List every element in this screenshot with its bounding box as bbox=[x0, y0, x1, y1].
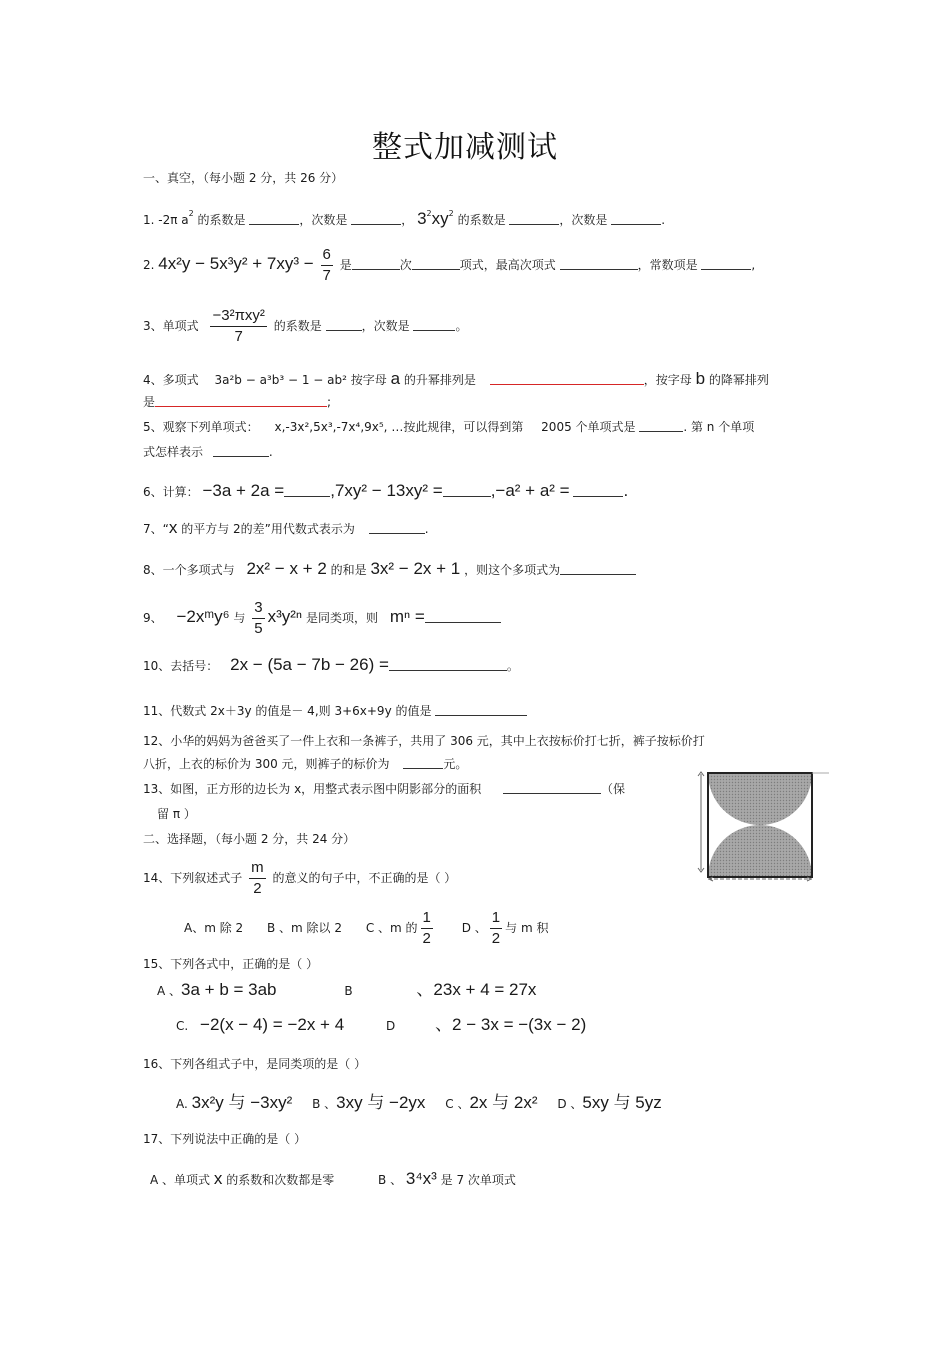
q3-text-b: 的系数是 bbox=[273, 319, 322, 333]
q16-option-c[interactable]: C 、 bbox=[445, 1097, 470, 1111]
q16-option-b-expr: 3xy 与 −2yx bbox=[336, 1093, 426, 1112]
question-17: 17、下列说法中正确的是（ ） bbox=[143, 1132, 307, 1146]
question-4-cont bbox=[143, 393, 331, 411]
q11-text: 11、代数式 2x＋3y 的值是－ 4,则 3+6x+9y 的值是 bbox=[143, 704, 432, 718]
q5-text-e: 式怎样表示 bbox=[143, 445, 204, 459]
q3-fraction: $\frac{\text{−3²πxy²}}{7}$ bbox=[212, 307, 265, 345]
question-11 bbox=[143, 702, 527, 720]
q7-label: 7、“ bbox=[143, 522, 169, 536]
q3-label: 3、单项式 bbox=[143, 319, 199, 333]
q1-blank-3[interactable] bbox=[509, 212, 559, 225]
q5-text-f: . bbox=[268, 445, 273, 459]
q15-option-d-expr: 、2 − 3x = −(3x − 2) bbox=[435, 1015, 587, 1034]
question-15-options-ab bbox=[157, 981, 536, 1000]
square-shaded-figure bbox=[683, 766, 833, 884]
q8-poly-1: 2x² − x + 2 bbox=[246, 559, 327, 578]
question-1: 1. -2π $a^2$ 的系数是 ，次数是 ， $3^2xy^2$ 的系数是 ，次数是 . bbox=[143, 209, 666, 228]
top-shaded-region bbox=[708, 773, 812, 825]
q12-blank[interactable] bbox=[403, 756, 443, 769]
q7-text-c: . bbox=[424, 522, 429, 536]
q4-blank-ascending[interactable] bbox=[490, 372, 644, 385]
q5-blank-2[interactable] bbox=[213, 444, 269, 457]
q17-option-a-text: 的系数和次数都是零 bbox=[226, 1173, 335, 1187]
q1-term2-base: 3 bbox=[417, 209, 427, 228]
q8-text-c: ，则这个多项式为 bbox=[464, 563, 561, 577]
q5-blank-1[interactable] bbox=[639, 419, 683, 432]
q14-option-d-end: 与 m 积 bbox=[505, 921, 549, 935]
q17-option-b-expr: 3⁴x³ bbox=[405, 1169, 437, 1188]
q1-term: 1. -2π a bbox=[143, 213, 189, 227]
q12-text-b: 元。 bbox=[443, 757, 468, 771]
question-17-options bbox=[150, 1170, 516, 1189]
q17-option-b[interactable]: B 、 bbox=[378, 1173, 403, 1187]
q14-label: 14、下列叙述式子 bbox=[143, 871, 243, 885]
page-title: 整式加减测试 bbox=[372, 130, 558, 165]
q7-text-b: 的平方与 2的差”用代数式表示为 bbox=[181, 522, 355, 536]
q1-period: . bbox=[661, 213, 666, 227]
q2-text-d: ，常数项是 bbox=[637, 258, 698, 272]
q15-option-a-expr: 3a + b = 3ab bbox=[181, 980, 277, 999]
q14-option-b[interactable]: B 、m 除以 2 bbox=[267, 921, 343, 935]
q3-text-d: 。 bbox=[455, 319, 468, 333]
question-9 bbox=[143, 598, 501, 639]
q1-term2-var: xy bbox=[431, 209, 449, 228]
q9-text-c: 是同类项，则 bbox=[305, 611, 378, 625]
q1-blank-1[interactable] bbox=[249, 212, 299, 225]
q12-text-a: 八折，上衣的标价为 300 元，则裤子的标价为 bbox=[143, 757, 390, 771]
question-5-cont bbox=[143, 443, 273, 461]
section-1-heading: 一、真空，（每小题 2 分，共 26 分） bbox=[143, 171, 344, 185]
q16-option-c-expr: 2x 与 2x² bbox=[469, 1093, 538, 1112]
q6-label: 6、计算： bbox=[143, 485, 199, 499]
q13-text-a: 13、如图，正方形的边长为 x，用整式表示图中阴影部分的面积 bbox=[143, 782, 482, 796]
q9-fraction: $\frac{3}{5}$ bbox=[254, 599, 263, 637]
q11-blank[interactable] bbox=[435, 703, 527, 716]
q9-text-b: 与 bbox=[233, 611, 246, 625]
q4-polynomial: 3a²b − a³b³ − 1 − ab² bbox=[214, 373, 347, 387]
q8-label: 8、一个多项式与 bbox=[143, 563, 235, 577]
bottom-shaded-region bbox=[708, 825, 812, 877]
q17-option-a[interactable]: A 、单项式 bbox=[150, 1173, 211, 1187]
q2-text-a: 是 bbox=[339, 258, 352, 272]
q2-text-b: 次 bbox=[399, 258, 412, 272]
q5-label: 5、观察下列单项式： bbox=[143, 420, 259, 434]
q1-blank-4[interactable] bbox=[611, 212, 661, 225]
q16-option-d[interactable]: D 、 bbox=[557, 1097, 583, 1111]
q1-label-coefficient-2: 的系数是 bbox=[457, 213, 506, 227]
question-3 bbox=[143, 306, 467, 347]
q5-text-d: . 第 n 个单项 bbox=[683, 420, 755, 434]
question-2 bbox=[143, 245, 755, 286]
q3-blank-2[interactable] bbox=[413, 318, 455, 331]
q4-text-d: 的升幂排列是 bbox=[403, 373, 476, 387]
q6-expr-3: ,−a² + a² = bbox=[490, 481, 570, 500]
q1-label-degree: ，次数是 bbox=[299, 213, 348, 227]
q5-text-c: 2005 个单项式是 bbox=[541, 420, 636, 434]
section-2-heading: 二、选择题，（每小题 2 分，共 24 分） bbox=[143, 832, 356, 846]
q7-blank[interactable] bbox=[369, 521, 425, 534]
q8-text-b: 的和是 bbox=[330, 563, 367, 577]
q3-text-c: ，次数是 bbox=[361, 319, 410, 333]
q14-option-d-fraction: $\frac{1}{2}$ bbox=[491, 909, 501, 947]
q2-text-e: , bbox=[751, 258, 756, 272]
q4-text-g: 的降幂排列 bbox=[708, 373, 769, 387]
q2-text-c: 项式，最高次项式 bbox=[459, 258, 556, 272]
q13-blank[interactable] bbox=[503, 781, 601, 794]
question-4 bbox=[143, 370, 769, 389]
q14-option-c[interactable]: C 、m 的 bbox=[365, 921, 418, 935]
q4-text-i: ; bbox=[327, 395, 332, 409]
q2-polynomial: 4x²y − 5x³y² + 7xy³ − bbox=[158, 254, 314, 273]
q14-option-d[interactable]: D 、 bbox=[461, 921, 487, 935]
q15-option-c[interactable]: C. bbox=[176, 1019, 189, 1033]
q16-option-a[interactable]: A. bbox=[176, 1097, 188, 1111]
q4-text-e: ，按字母 bbox=[643, 373, 692, 387]
question-10 bbox=[143, 656, 519, 675]
question-16-options bbox=[176, 1094, 662, 1113]
q2-blank-4[interactable] bbox=[701, 257, 751, 270]
q1-comma: ， bbox=[401, 213, 414, 227]
question-13 bbox=[143, 780, 625, 798]
q4-text-h: 是 bbox=[143, 395, 156, 409]
q14-fraction: $\frac{m}{2}$ bbox=[251, 859, 264, 897]
q6-expr-2: ,7xy² − 13xy² = bbox=[330, 481, 443, 500]
q15-option-d[interactable]: D bbox=[385, 1019, 396, 1033]
q17-option-a-var: x bbox=[213, 1169, 223, 1188]
q15-option-c-expr: −2(x − 4) = −2x + 4 bbox=[200, 1015, 345, 1034]
question-15: 15、下列各式中，正确的是（ ） bbox=[143, 957, 319, 971]
question-13-cont: 留 π ） bbox=[157, 807, 196, 821]
q4-label: 4、多项式 bbox=[143, 373, 199, 387]
q15-option-a[interactable]: A 、 bbox=[157, 984, 182, 998]
q10-label: 10、去括号： bbox=[143, 659, 219, 673]
question-12-cont bbox=[143, 755, 467, 773]
q6-expr-1: −3a + 2a = bbox=[202, 481, 285, 500]
q5-sequence: x,-3x²,5x³,-7x⁴,9x⁵, bbox=[274, 420, 388, 434]
q17-option-b-text: 是 7 次单项式 bbox=[440, 1173, 516, 1187]
question-14 bbox=[143, 858, 456, 899]
q6-blank-2[interactable] bbox=[443, 484, 491, 497]
q10-expression: 2x − (5a − 7b − 26) = bbox=[230, 655, 389, 674]
q15-option-b-expr: 、23x + 4 = 27x bbox=[416, 980, 537, 999]
question-6 bbox=[143, 482, 628, 501]
q3-blank-1[interactable] bbox=[326, 318, 362, 331]
q14-text-b: 的意义的句子中，不正确的是（ ） bbox=[272, 871, 457, 885]
q4-letter-b: b bbox=[695, 369, 706, 388]
q9-blank[interactable] bbox=[425, 610, 501, 623]
q10-blank[interactable] bbox=[389, 658, 507, 671]
q2-blank-2[interactable] bbox=[412, 257, 460, 270]
q1-label-degree-2: ，次数是 bbox=[559, 213, 608, 227]
q2-number: 2. bbox=[143, 258, 155, 272]
q13-text-b: （保 bbox=[601, 782, 626, 796]
question-16: 16、下列各组式子中，是同类项的是（ ） bbox=[143, 1057, 367, 1071]
q4-text-b: 按字母 bbox=[350, 373, 387, 387]
question-15-options-cd bbox=[176, 1016, 586, 1035]
question-5 bbox=[143, 418, 754, 436]
question-7 bbox=[143, 519, 429, 538]
q14-option-a[interactable]: A、m 除 2 bbox=[184, 921, 244, 935]
question-12: 12、小华的妈妈为爸爸买了一件上衣和一条裤子，共用了 306 元，其中上衣按标价打七折，裤子按标价打 bbox=[143, 734, 705, 748]
q6-blank-1[interactable] bbox=[284, 484, 330, 497]
q15-option-b[interactable]: B bbox=[344, 984, 353, 998]
q9-label: 9、 bbox=[143, 611, 163, 625]
q6-end: . bbox=[623, 481, 629, 500]
q2-blank-3[interactable] bbox=[560, 257, 638, 270]
q9-term-2: x³y²ⁿ bbox=[267, 607, 303, 626]
question-8 bbox=[143, 560, 636, 579]
q10-text-b: 。 bbox=[506, 659, 519, 673]
q14-option-c-fraction: $\frac{1}{2}$ bbox=[422, 909, 431, 947]
q5-text-b: …按此规律，可以得到第 bbox=[391, 420, 524, 434]
q1-label-coefficient: 的系数是 bbox=[197, 213, 246, 227]
q4-blank-descending[interactable] bbox=[155, 394, 327, 407]
q7-variable: x bbox=[168, 518, 178, 537]
q9-term-3: mⁿ = bbox=[389, 607, 425, 626]
q8-poly-2: 3x² − 2x + 1 bbox=[370, 559, 461, 578]
q6-blank-3[interactable] bbox=[573, 484, 623, 497]
q16-option-a-expr: 3x²y 与 −3xy² bbox=[191, 1093, 293, 1112]
q2-blank-1[interactable] bbox=[352, 257, 400, 270]
q4-letter-a: a bbox=[390, 369, 401, 388]
q8-blank[interactable] bbox=[560, 562, 636, 575]
q1-blank-2[interactable] bbox=[351, 212, 401, 225]
q2-fraction: $\frac{6}{7}$ bbox=[322, 246, 331, 284]
q16-option-b[interactable]: B 、 bbox=[312, 1097, 337, 1111]
q16-option-d-expr: 5xy 与 5yz bbox=[582, 1093, 662, 1112]
question-14-options bbox=[184, 908, 548, 949]
q9-term-1: −2xᵐy⁶ bbox=[176, 607, 230, 626]
